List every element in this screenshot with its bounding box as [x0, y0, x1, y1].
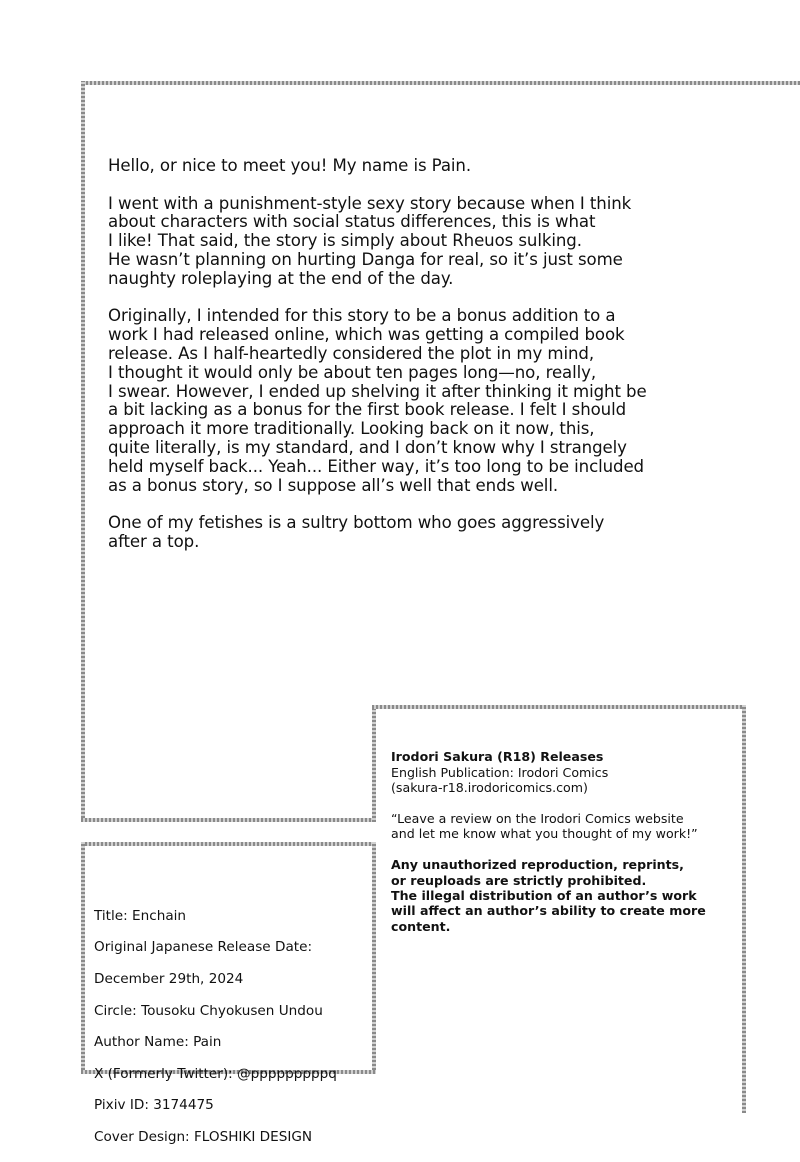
piracy-warning: Any unauthorized reproduction, reprints, or reuploads are strictly prohibited. The illegal distribution of an author’s work will affect an author’s ability to create more content. [391, 857, 706, 934]
afterword-paragraph: Hello, or nice to meet you! My name is Pain. [108, 156, 472, 175]
afterword-paragraph: One of my fetishes is a sultry bottom who goes aggressively after a top. [108, 513, 605, 551]
afterword-paragraph: Originally, I intended for this story to be a bonus addition to a work I had released online, which was getting a compiled book release. As I half-heartedly considered the plot in my mind, I thought it would only be about ten pages long—no, really, I swear. However, I ended up shelving it after thinking it might be a bit lacking as a bonus for the first book release. I felt I should approach it more traditionally. Looking back on it now, this, quite literally, is my standard, and I don’t know why I strangely held myself back... Yeah... Either way, it’s too long to be included as a bonus story, so I suppose all’s well that ends well. [108, 306, 647, 495]
publisher-heading: Irodori Sakura (R18) Releases [391, 749, 604, 765]
main-frame-inner-right-border [372, 705, 376, 822]
credit-cover-design: Cover Design: FLOSHIKI DESIGN [94, 1128, 313, 1145]
main-frame-bottom-border [81, 818, 376, 822]
publisher-box [391, 734, 736, 950]
credit-release-date: December 29th, 2024 [94, 970, 244, 987]
credits-box-top-border [81, 842, 376, 846]
credit-author: Author Name: Pain [94, 1034, 222, 1051]
credit-circle: Circle: Tousoku Chyokusen Undou [94, 1002, 323, 1019]
publisher-box-right-border [742, 705, 746, 1113]
credit-title: Title: Enchain [94, 907, 187, 924]
credits-box [94, 893, 374, 1162]
afterword-text [108, 157, 708, 571]
credit-release-date-label: Original Japanese Release Date: [94, 939, 313, 956]
main-frame-top-border [82, 81, 800, 85]
credits-box-left-border [81, 842, 85, 1074]
publisher-box-top-border [372, 705, 746, 709]
review-quote: “Leave a review on the Irodori Comics website and let me know what you thought of my work!” [391, 811, 698, 842]
credit-pixiv: Pixiv ID: 3174475 [94, 1097, 214, 1114]
afterword-paragraph: I went with a punishment-style sexy story because when I think about characters with social status differences, this is what I like! That said, the story is simply about Rheuos sulking. He wasn’t planning on hurting Danga for real, so it’s just some naughty roleplaying at the end of the day. [108, 193, 632, 288]
publication-info: English Publication: Irodori Comics (sakura-r18.irodoricomics.com) [391, 764, 609, 796]
main-frame-left-border [81, 81, 85, 822]
credit-twitter: X (Formerly Twitter): @pppppppppq [94, 1065, 337, 1082]
